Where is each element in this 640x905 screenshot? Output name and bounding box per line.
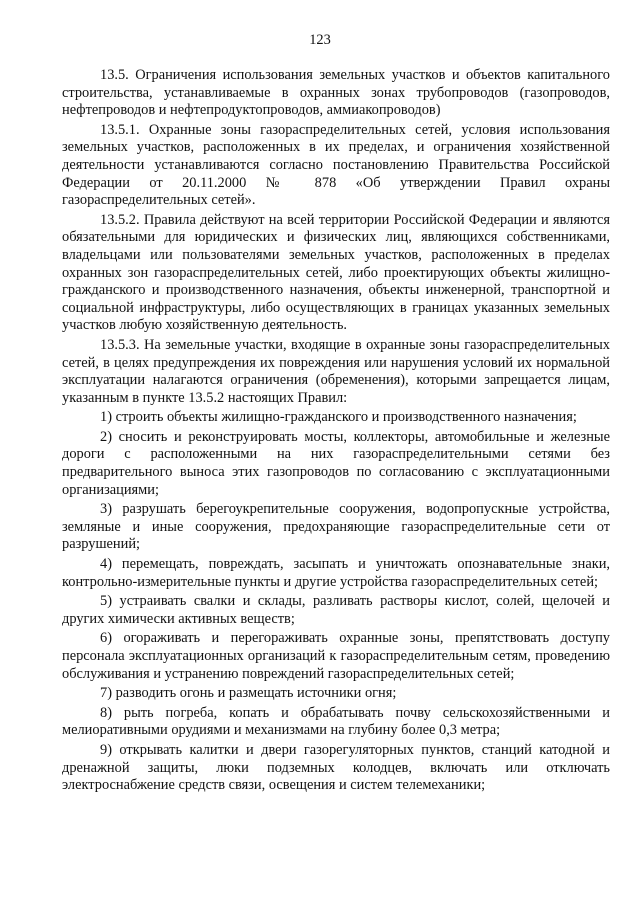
list-item-4: 4) перемещать, повреждать, засыпать и уничтожать опознавательные знаки, контрольно-измерительные пункты и другие устройства газораспределительных сетей;: [62, 556, 610, 590]
list-item-6: 6) огораживать и перегораживать охранные зоны, препятствовать доступу персонала эксплуатационных организаций к газораспределительным сетям, проведению обслуживания и устранению повреждений газораспределительных сетей;: [62, 630, 610, 682]
list-item-7: 7) разводить огонь и размещать источники огня;: [100, 685, 397, 702]
paragraph-13-5-2: 13.5.2. Правила действуют на всей территории Российской Федерации и являются обязательными для юридических и физических лиц, являющихся собственниками, владельцами или пользователями земельных участков, расположенных в пределах охранных зон газораспределительных сетей, либо проектирующих объекты жилищно-гражданского и производственного назначения, объекты инженерной, транспортной и социальной инфраструктуры, либо осуществляющих в границах указанных земельных участков любую хозяйственную деятельность.: [62, 211, 610, 334]
page-number: 123: [309, 32, 331, 48]
list-item-9: 9) открывать калитки и двери газорегуляторных пунктов, станций катодной и дренажной защиты, люки подземных колодцев, включать или отключать электроснабжение средств связи, освещения и систем телемеханики;: [62, 741, 610, 794]
paragraph-13-5-3: 13.5.3. На земельные участки, входящие в охранные зоны газораспределительных сетей, в целях предупреждения их повреждения или нарушения условий их нормальной эксплуатации налагаются ограничения (обременения), которыми запрещается лицам, указанным в пункте 13.5.2 настоящих Правил:: [62, 336, 610, 406]
list-item-5: 5) устраивать свалки и склады, разливать растворы кислот, солей, щелочей и других химически активных веществ;: [62, 593, 610, 627]
paragraph-13-5-1: 13.5.1. Охранные зоны газораспределительных сетей, условия использования земельных участков, расположенных в их пределах, и ограничения хозяйственной деятельности устанавливаются согласно постановлению Правительства Российской Федерации от 20.11.2000 № 878 «Об утверждении Правил охраны газораспределительных сетей».: [62, 121, 610, 209]
list-item-3: 3) разрушать берегоукрепительные сооружения, водопропускные устройства, земляные и иные сооружения, предохраняющие газораспределительные сети от разрушений;: [62, 501, 610, 553]
list-item-2: 2) сносить и реконструировать мосты, коллекторы, автомобильные и железные дороги с расположенными на них газораспределительными сетями без предварительного выноса этих газопроводов по согласованию с эксплуатационными организациями;: [62, 428, 610, 498]
document-body: [62, 67, 610, 795]
list-item-1: 1) строить объекты жилищно-гражданского и производственного назначения;: [100, 409, 577, 426]
section-heading-13-5: 13.5. Ограничения использования земельных участков и объектов капитального строительства, устанавливаемые в охранных зонах трубопроводов (газопроводов, нефтепроводов и нефтепродуктопроводов, аммиакопроводов): [62, 67, 610, 119]
list-item-8: 8) рыть погреба, копать и обрабатывать почву сельскохозяйственными и мелиоративными орудиями и механизмами на глубину более 0,3 метра;: [62, 704, 610, 739]
